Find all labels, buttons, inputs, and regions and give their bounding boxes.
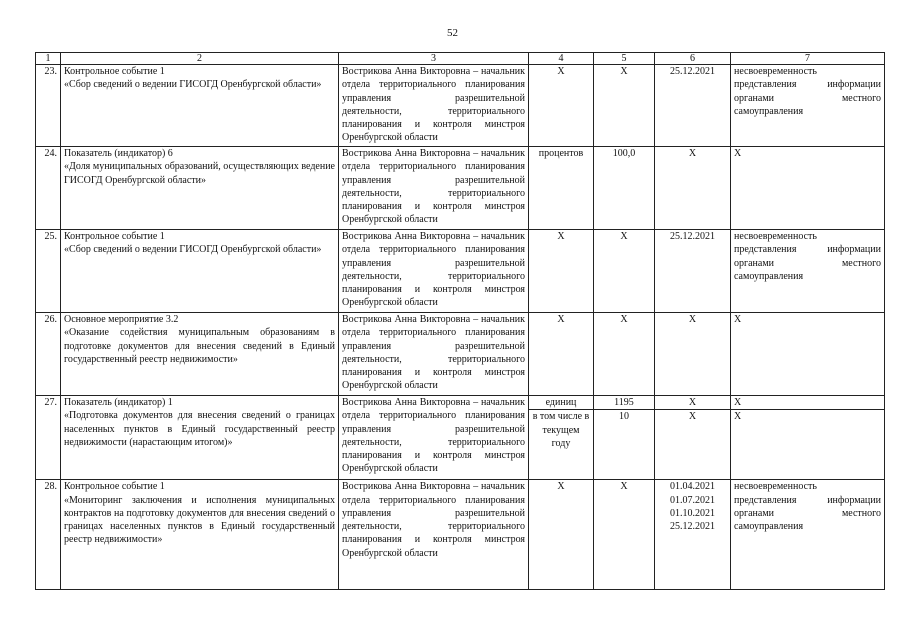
event-title: Показатель (индикатор) 6 [64, 148, 173, 159]
column-header: 3 [339, 53, 529, 65]
table-row [36, 313, 885, 396]
responsible: Вострикова Анна Викторовна – начальник отдела территориального планирования управления разрешительной деятельности, территориального планирования и контроля минстроя Оренбургской области [339, 480, 529, 590]
dates [655, 480, 731, 590]
responsible: Вострикова Анна Викторовна – начальник отдела территориального планирования управления разрешительной деятельности, территориального планирования и контроля минстроя Оренбургской области [339, 313, 529, 396]
date: X [655, 410, 731, 480]
responsible: Вострикова Анна Викторовна – начальник отдела территориального планирования управления разрешительной деятельности, территориального планирования и контроля минстроя Оренбургской области [339, 230, 529, 313]
column-header: 1 [36, 53, 61, 65]
date: 25.12.2021 [655, 230, 731, 313]
row-number: 25. [36, 230, 61, 313]
event-title: Контрольное событие 1 [64, 66, 165, 77]
value: 10 [594, 410, 655, 480]
row-number: 24. [36, 147, 61, 230]
date: 25.12.2021 [670, 521, 715, 533]
unit: X [529, 230, 594, 313]
event-description: «Оказание содействия муниципальным образованиям в подготовке документов для внесения сведений в Единый государственный реестр недвижимости» [64, 327, 335, 365]
date: X [655, 396, 731, 410]
date: 01.10.2021 [670, 507, 715, 519]
table-row [36, 147, 885, 230]
risk: несвоевременность представления информации органами местного самоуправления [731, 480, 885, 590]
event-name [61, 313, 339, 396]
value: 100,0 [594, 147, 655, 230]
event-description: «Доля муниципальных образований, осуществляющих ведение ГИСОГД Оренбургской области» [64, 161, 335, 186]
event-description: «Мониторинг заключения и исполнения муниципальных контрактов на подготовку документов для внесения сведений о границах населенных пунктов в Единый государственный реестр недвижимости» [64, 494, 335, 546]
event-title: Контрольное событие 1 [64, 481, 165, 493]
risk: X [731, 410, 885, 480]
column-header: 5 [594, 53, 655, 65]
column-header: 4 [529, 53, 594, 65]
table-row [36, 480, 885, 590]
unit: X [529, 480, 594, 590]
plan-table [35, 52, 885, 590]
table-row [36, 396, 885, 410]
event-name [61, 147, 339, 230]
value: X [594, 313, 655, 396]
value: X [594, 65, 655, 147]
event-description: «Сбор сведений о ведении ГИСОГД Оренбургской области» [64, 79, 322, 91]
table-row [36, 65, 885, 147]
table-row [36, 230, 885, 313]
event-name [61, 230, 339, 313]
date: 01.04.2021 [670, 481, 715, 493]
date: 01.07.2021 [670, 494, 715, 506]
responsible: Вострикова Анна Викторовна – начальник отдела территориального планирования управления разрешительной деятельности, территориального планирования и контроля минстроя Оренбургской области [339, 396, 529, 480]
value: X [594, 230, 655, 313]
risk: несвоевременность представления информации органами местного самоуправления [731, 230, 885, 313]
responsible: Вострикова Анна Викторовна – начальник отдела территориального планирования управления разрешительной деятельности, территориального планирования и контроля минстроя Оренбургской области [339, 65, 529, 147]
unit: единиц [529, 396, 594, 410]
risk: X [731, 396, 885, 410]
row-number: 28. [36, 480, 61, 590]
event-title: Контрольное событие 1 [64, 231, 165, 242]
unit: X [529, 65, 594, 147]
value: 1195 [594, 396, 655, 410]
column-header-row [36, 53, 885, 65]
date: X [655, 147, 731, 230]
event-name [61, 396, 339, 480]
event-title: Основное мероприятие 3.2 [64, 314, 179, 325]
date: X [655, 313, 731, 396]
row-number: 23. [36, 65, 61, 147]
column-header: 2 [61, 53, 339, 65]
risk: несвоевременность представления информации органами местного самоуправления [731, 65, 885, 147]
event-title: Показатель (индикатор) 1 [64, 397, 173, 408]
risk: X [731, 313, 885, 396]
column-header: 6 [655, 53, 731, 65]
page-number: 52 [447, 27, 458, 39]
value: X [594, 480, 655, 590]
row-number: 27. [36, 396, 61, 480]
event-description: «Подготовка документов для внесения сведений о границах населенных пунктов в Единый государственный реестр недвижимости (нарастающим итогом)» [64, 410, 335, 448]
date: 25.12.2021 [655, 65, 731, 147]
event-description: «Сбор сведений о ведении ГИСОГД Оренбургской области» [64, 244, 322, 256]
unit: X [529, 313, 594, 396]
column-header: 7 [731, 53, 885, 65]
responsible: Вострикова Анна Викторовна – начальник отдела территориального планирования управления разрешительной деятельности, территориального планирования и контроля минстроя Оренбургской области [339, 147, 529, 230]
row-number: 26. [36, 313, 61, 396]
event-name [61, 480, 339, 590]
unit: процентов [529, 147, 594, 230]
risk: X [731, 147, 885, 230]
unit: в том числе в текущем году [529, 410, 594, 480]
event-name [61, 65, 339, 147]
